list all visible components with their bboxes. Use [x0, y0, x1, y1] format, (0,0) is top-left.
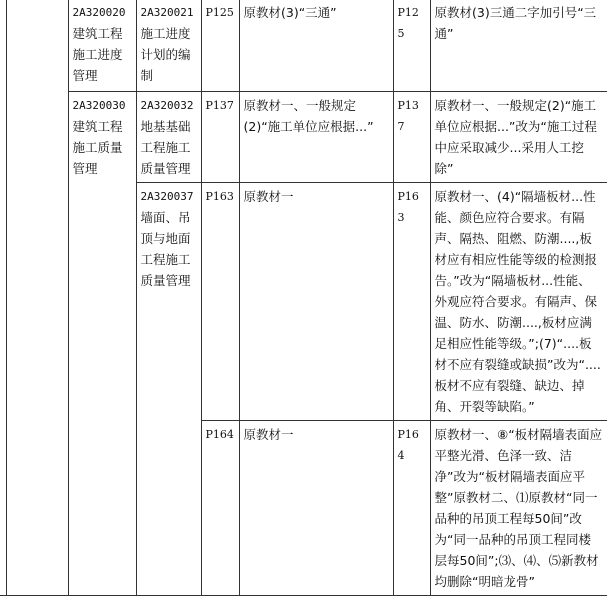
orig-page: P164: [201, 421, 239, 596]
change-text: 原教材一、⑧“板材隔墙表面应平整光滑、色泽一致、洁净”改为“板材隔墙表面应平整”原教材二、⑴原教材“同一品种的吊顶工程每50间”改为“同一品种的吊顶工程同楼层每50间”;⑶、⑷、⑸新教材均删除“明暗龙骨”: [430, 421, 607, 596]
orig-text: 原教材一、一般规定(2)“施工单位应根据...”: [239, 92, 393, 183]
section-title: 墙面、吊顶与地面工程施工质量管理: [140, 210, 191, 288]
new-page: P125: [393, 0, 430, 92]
section-code: 2A320021: [140, 6, 194, 19]
section-code: 2A320037: [140, 190, 194, 203]
section-cell: [136, 183, 201, 596]
chapter-code: 2A320020: [72, 6, 126, 19]
chapter-cell: [68, 0, 136, 92]
table-row: [0, 0, 607, 92]
change-text: 原教材(3)三通二字加引号“三通”: [430, 0, 607, 92]
orig-page: P163: [201, 183, 239, 421]
orig-text: 原教材一: [239, 421, 393, 596]
section-cell: [136, 0, 201, 92]
spacer-cell: [6, 0, 68, 596]
new-page: P164: [393, 421, 430, 596]
change-text: 原教材一、(4)“隔墙板材...性能、颜色应符合要求。有隔声、隔热、阻燃、防潮....,板材应有相应性能等级的检测报告。”改为“隔墙板材...性能、外观应符合要求。有隔声、保温、防水、防潮....,板材应满足相应性能等级。”;(7)“....板材不应有裂缝或缺损”改为“....板材不应有裂缝、缺边、掉角、开裂等缺陷。”: [430, 183, 607, 421]
table-row: [0, 92, 607, 183]
chapter-code: 2A320030: [72, 99, 126, 112]
chapter-title: 建筑工程施工质量管理: [72, 119, 123, 176]
orig-page: P125: [201, 0, 239, 92]
new-page: P137: [393, 92, 430, 183]
chapter-title: 建筑工程施工进度管理: [72, 26, 123, 83]
section-code: 2A320032: [140, 99, 194, 112]
orig-text: 原教材(3)“三通”: [239, 0, 393, 92]
section-title: 地基基础工程施工质量管理: [140, 119, 191, 176]
orig-page: P137: [201, 92, 239, 183]
new-page: P163: [393, 183, 430, 421]
section-title: 施工进度计划的编制: [140, 26, 191, 83]
orig-text: 原教材一: [239, 183, 393, 421]
change-text: 原教材一、一般规定(2)“施工单位应根据...”改为“施工过程中应采取减少...采用人工挖除”: [430, 92, 607, 183]
section-cell: [136, 92, 201, 183]
chapter-cell: [68, 92, 136, 596]
